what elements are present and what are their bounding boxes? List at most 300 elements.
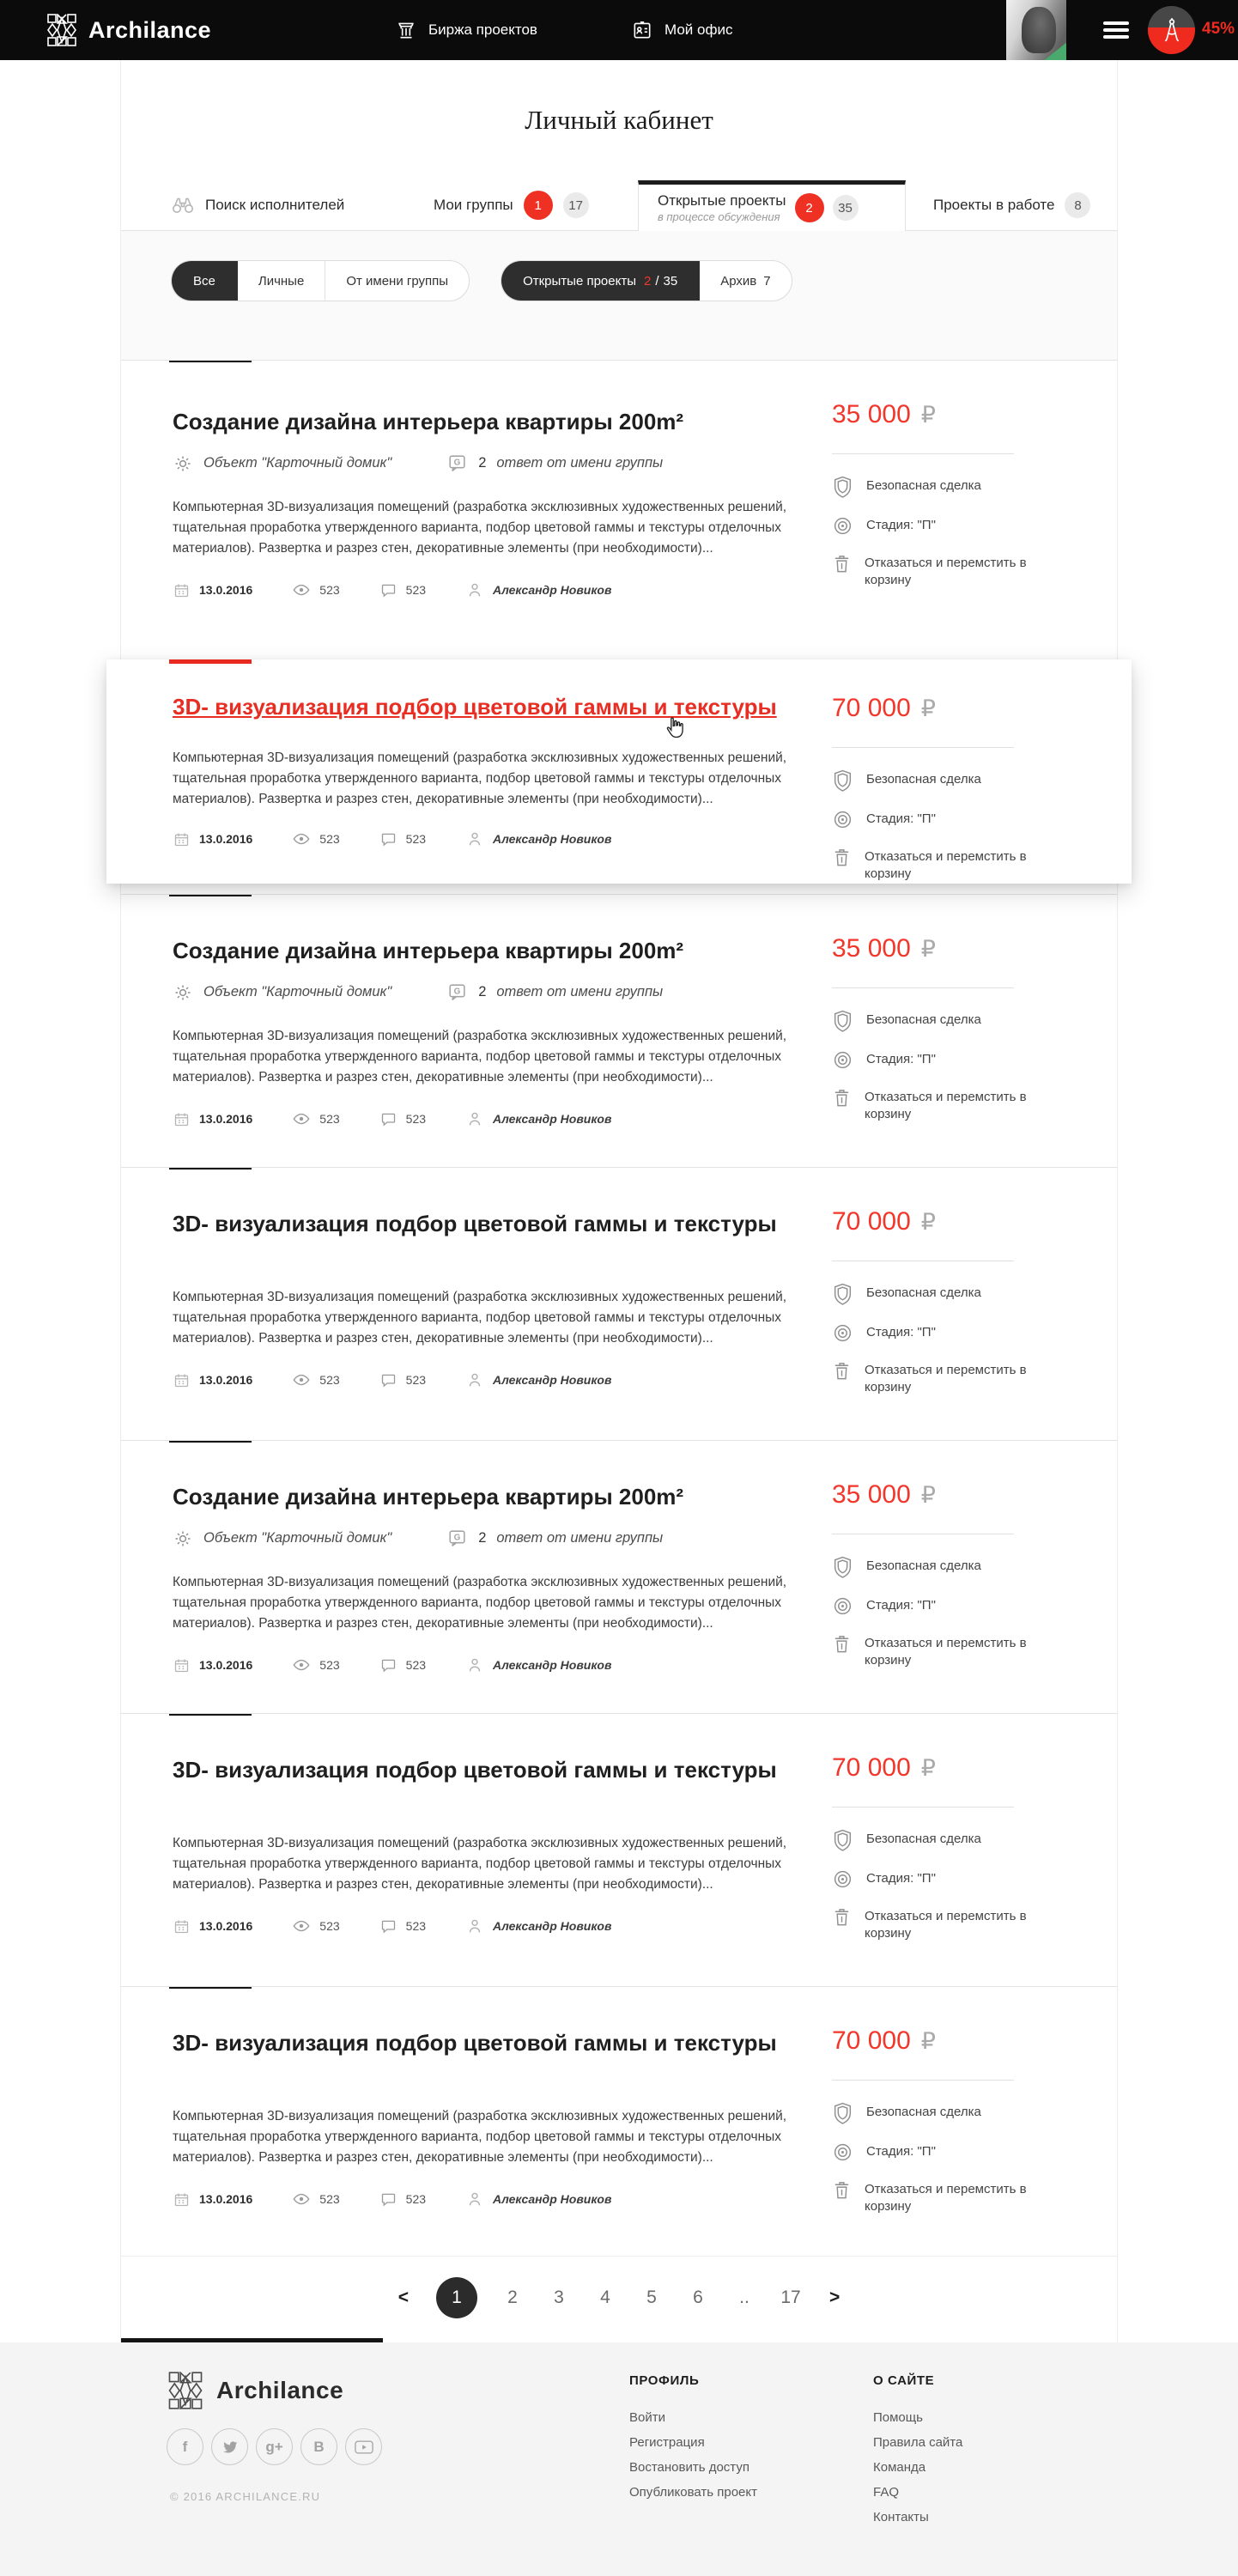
date-meta [173, 1110, 252, 1128]
nav-my-office[interactable] [631, 0, 732, 60]
discard-label: Отказаться и перемстить в корзину [865, 1090, 1027, 1122]
safe-deal-label: Безопасная сделка [866, 478, 981, 493]
card-side-panel [832, 1714, 1065, 1961]
filter-open-projects[interactable]: Открытые проекты 2 / 35 [501, 260, 700, 301]
page-5[interactable]: 5 [646, 2287, 657, 2307]
trash-icon [832, 555, 852, 574]
comments-count: 523 [405, 1112, 427, 1127]
filter-bar [121, 231, 1117, 360]
calendar-icon [173, 581, 191, 599]
tab-bar [121, 180, 1117, 231]
stage-label: Стадия: "П" [866, 1598, 936, 1613]
menu-icon[interactable] [1103, 21, 1129, 39]
comment-icon [379, 1371, 397, 1389]
site-footer [0, 2342, 1238, 2576]
project-description: Компьютерная 3D-визуализация помещений (разработка эксклюзивных художественных решений, тщательная проработка утвержденного варианта, подбор цветовой гаммы и текстуры отделочных материалов). Развертка и разрез стен, декоративные элементы (при необходимости)... [173, 1029, 787, 1085]
project-card [121, 1167, 1117, 1440]
card-side-panel [832, 659, 1065, 902]
date-value: 13.0.2016 [199, 1373, 253, 1388]
tab-projects-in-work[interactable] [933, 180, 1090, 230]
stage-label: Стадия: "П" [866, 1871, 936, 1886]
project-card [121, 1440, 1117, 1713]
person-icon [465, 1656, 484, 1674]
pagination-next-icon[interactable]: > [829, 2287, 841, 2307]
filter-archive[interactable]: Архив 7 [720, 273, 771, 289]
twitter-icon[interactable] [211, 2428, 248, 2465]
price-value: 70 000 [832, 694, 911, 722]
trash-icon [832, 1362, 852, 1382]
footer-link[interactable]: Войти [629, 2410, 665, 2425]
project-list [121, 360, 1117, 2256]
nav-project-exchange[interactable] [395, 0, 537, 60]
eye-icon [292, 1109, 311, 1128]
project-card [121, 894, 1117, 1167]
cursor-pointer-icon [665, 716, 685, 740]
replies-label: ответ от имени группы [496, 984, 664, 999]
tab-label: Открытые проекты [658, 192, 786, 210]
project-price [832, 1207, 1065, 1236]
tab-search-performers[interactable] [171, 180, 379, 230]
date-meta [173, 830, 252, 848]
calendar-icon [173, 1371, 191, 1389]
footer-brand[interactable] [168, 2372, 343, 2409]
svg-text:G: G [453, 987, 461, 997]
open-count: 2 [643, 273, 652, 289]
ruble-sign: ₽ [920, 1755, 936, 1781]
author-name: Александр Новиков [493, 1919, 612, 1934]
author-meta[interactable] [465, 1656, 611, 1674]
side-divider [832, 2080, 1014, 2081]
price-value: 35 000 [832, 934, 911, 963]
author-meta[interactable] [465, 1109, 611, 1128]
footer-link[interactable]: Регистрация [629, 2435, 705, 2450]
safe-deal-item[interactable] [832, 1012, 1031, 1033]
shield-icon [832, 1285, 853, 1306]
card-footer-meta [173, 1370, 832, 1389]
comments-meta [379, 2190, 426, 2208]
card-meta-row [173, 1528, 832, 1549]
side-divider [832, 453, 1014, 454]
tab-badge-new: 2 [795, 193, 824, 222]
stage-item[interactable] [832, 1324, 1031, 1344]
calendar-icon [173, 1917, 191, 1935]
tab-label: Мои группы [434, 197, 513, 213]
pagination [121, 2256, 1117, 2338]
replies-count: 2 [478, 984, 487, 999]
object-label: Объект "Карточный домик" [203, 1530, 392, 1546]
stage-target-icon [832, 1870, 853, 1890]
project-title[interactable]: Создание дизайна интерьера квартиры 200m² [173, 938, 684, 963]
discard-item[interactable] [832, 2181, 1031, 2216]
facebook-icon[interactable]: f [167, 2428, 203, 2465]
shield-icon [832, 2104, 853, 2125]
footer-link[interactable]: Опубликовать проект [629, 2485, 757, 2500]
stage-label: Стадия: "П" [866, 1052, 936, 1066]
ruble-sign: ₽ [920, 402, 936, 428]
footer-link[interactable]: Команда [873, 2460, 926, 2475]
discard-item[interactable] [832, 555, 1031, 590]
filter-all[interactable]: Все [171, 260, 238, 301]
author-name: Александр Новиков [493, 583, 612, 598]
page-6[interactable]: 6 [693, 2287, 703, 2307]
side-divider [832, 987, 1014, 988]
side-divider [832, 747, 1014, 748]
eye-icon [292, 1917, 311, 1935]
profile-progress-percent: 45% [1202, 20, 1235, 38]
views-meta [292, 829, 339, 848]
calendar-icon [173, 2190, 191, 2208]
views-meta [292, 2190, 339, 2208]
comment-icon [379, 1917, 397, 1935]
discard-item[interactable] [832, 1908, 1031, 1943]
replies-label: ответ от имени группы [496, 1530, 664, 1546]
project-description: Компьютерная 3D-визуализация помещений (разработка эксклюзивных художественных решений, тщательная проработка утвержденного варианта, подбор цветовой гаммы и текстуры отделочных материалов). Развертка и разрез стен, декоративные элементы (при необходимости)... [173, 1290, 787, 1346]
shield-icon [832, 1012, 853, 1033]
filter-on-behalf-of-group[interactable]: От имени группы [346, 273, 449, 289]
object-meta[interactable] [173, 1528, 391, 1549]
discard-item[interactable] [832, 1635, 1031, 1670]
card-side-panel [832, 1987, 1065, 2234]
stage-label: Стадия: "П" [866, 2144, 936, 2159]
card-meta-row [173, 981, 832, 1003]
comments-meta [379, 1656, 426, 1674]
stage-item[interactable] [832, 517, 1031, 537]
safe-deal-item[interactable] [832, 1285, 1031, 1306]
tab-badge-total: 17 [563, 192, 589, 218]
price-value: 70 000 [832, 2026, 911, 2055]
replies-label: ответ от имени группы [496, 455, 664, 471]
card-footer-meta [173, 580, 832, 599]
open-total: 35 [663, 273, 678, 289]
youtube-icon[interactable] [345, 2428, 382, 2465]
page-17[interactable]: 17 [780, 2287, 801, 2307]
footer-column-heading: О САЙТЕ [873, 2373, 935, 2388]
group-reply-bubble-icon [446, 981, 468, 1003]
footer-link[interactable]: Правила сайта [873, 2435, 963, 2450]
group-reply-bubble-icon [446, 453, 468, 474]
stage-target-icon [832, 2143, 853, 2163]
project-price [832, 694, 1065, 723]
stage-target-icon [832, 1597, 853, 1617]
discard-label: Отказаться и перемстить в корзину [865, 1636, 1027, 1668]
project-description: Компьютерная 3D-визуализация помещений (разработка эксклюзивных художественных решений, тщательная проработка утвержденного варианта, подбор цветовой гаммы и текстуры отделочных материалов). Развертка и разрез стен, декоративные элементы (при необходимости)... [173, 1836, 787, 1893]
copyright: © 2016 ARCHILANCE.RU [170, 2490, 321, 2503]
ruble-sign: ₽ [920, 696, 936, 721]
author-name: Александр Новиков [493, 1112, 612, 1127]
tab-subtitle: в процессе обсуждения [658, 210, 780, 223]
footer-link[interactable]: Востановить доступ [629, 2460, 749, 2475]
footer-link[interactable]: Контакты [873, 2510, 929, 2524]
filter-group-status [501, 260, 792, 301]
tab-badge-new: 1 [524, 191, 553, 220]
top-header [0, 0, 1238, 60]
date-meta [173, 1371, 252, 1389]
project-card [121, 360, 1117, 649]
author-name: Александр Новиков [493, 832, 612, 847]
discard-label: Отказаться и перемстить в корзину [865, 2182, 1027, 2215]
discard-item[interactable] [832, 1089, 1031, 1124]
replies-count: 2 [478, 455, 487, 471]
gear-icon [173, 1528, 193, 1549]
comments-meta [379, 581, 426, 599]
project-description: Компьютерная 3D-визуализация помещений (разработка эксклюзивных художественных решений, тщательная проработка утвержденного варианта, подбор цветовой гаммы и текстуры отделочных материалов). Развертка и разрез стен, декоративные элементы (при необходимости)... [173, 1575, 787, 1631]
author-name: Александр Новиков [493, 1658, 612, 1673]
trash-icon [832, 1089, 852, 1109]
archive-count: 7 [763, 273, 771, 289]
price-value: 35 000 [832, 400, 911, 428]
discard-label: Отказаться и перемстить в корзину [865, 556, 1027, 588]
project-price [832, 934, 1065, 963]
calendar-icon [173, 1110, 191, 1128]
group-replies-meta[interactable] [446, 981, 663, 1003]
eye-icon [292, 1656, 311, 1674]
brand-logo[interactable] [47, 0, 211, 60]
date-value: 13.0.2016 [199, 2192, 253, 2207]
project-title[interactable]: 3D- визуализация подбор цветовой гаммы и текстуры [173, 2030, 777, 2056]
comments-count: 523 [405, 1373, 427, 1388]
ruble-sign: ₽ [920, 2028, 936, 2054]
vk-icon[interactable]: B [300, 2428, 337, 2465]
ruble-sign: ₽ [920, 936, 936, 962]
replies-count: 2 [478, 1530, 487, 1546]
stage-item[interactable] [832, 1597, 1031, 1617]
views-count: 523 [319, 1658, 340, 1673]
project-title[interactable]: Создание дизайна интерьера квартиры 200m² [173, 1484, 684, 1510]
stage-item[interactable] [832, 1051, 1031, 1071]
brand-name: Archilance [88, 16, 212, 43]
person-icon [465, 829, 484, 848]
footer-columns [629, 2373, 1040, 2535]
card-side-panel [832, 895, 1065, 1142]
card-footer-meta [173, 1656, 832, 1674]
google-plus-icon[interactable]: g+ [256, 2428, 293, 2465]
author-meta[interactable] [465, 2190, 611, 2208]
person-icon [465, 580, 484, 599]
card-footer-meta [173, 2190, 832, 2208]
views-meta [292, 1917, 339, 1935]
stage-item[interactable] [832, 2143, 1031, 2163]
safe-deal-item[interactable] [832, 771, 1031, 793]
stage-label: Стадия: "П" [866, 518, 936, 532]
author-meta[interactable] [465, 580, 611, 599]
date-value: 13.0.2016 [199, 1658, 253, 1673]
date-meta [173, 581, 252, 599]
trash-icon [832, 1635, 852, 1655]
person-icon [465, 1917, 484, 1935]
group-replies-meta[interactable] [446, 1528, 663, 1549]
tab-label: Проекты в работе [933, 197, 1055, 213]
safe-deal-item[interactable] [832, 2104, 1031, 2125]
stage-target-icon [832, 517, 853, 537]
safe-deal-label: Безопасная сделка [866, 2105, 981, 2119]
views-count: 523 [319, 1112, 340, 1127]
shield-icon [832, 771, 853, 793]
project-description: Компьютерная 3D-визуализация помещений (разработка эксклюзивных художественных решений, тщательная проработка утвержденного варианта, подбор цветовой гаммы и текстуры отделочных материалов). Развертка и разрез стен, декоративные элементы (при необходимости)... [173, 500, 787, 556]
comments-meta [379, 1371, 426, 1389]
stage-label: Стадия: "П" [866, 811, 936, 826]
comments-meta [379, 1110, 426, 1128]
svg-text:G: G [453, 458, 461, 468]
gear-icon [173, 453, 193, 474]
archilance-logo-icon [168, 2372, 203, 2409]
discard-label: Отказаться и перемстить в корзину [865, 849, 1027, 882]
card-footer-meta [173, 1917, 832, 1935]
stage-label: Стадия: "П" [866, 1325, 936, 1340]
safe-deal-item[interactable] [832, 1558, 1031, 1579]
project-price [832, 1480, 1065, 1510]
ruble-sign: ₽ [920, 1209, 936, 1235]
author-name: Александр Новиков [493, 1373, 612, 1388]
page-1[interactable]: 1 [436, 2277, 477, 2318]
page-2[interactable]: 2 [507, 2287, 518, 2307]
discard-item[interactable] [832, 848, 1031, 884]
stage-item[interactable] [832, 1870, 1031, 1890]
stage-item[interactable] [832, 811, 1031, 830]
page-3[interactable]: 3 [554, 2287, 564, 2307]
price-value: 70 000 [832, 1207, 911, 1236]
author-name: Александр Новиков [493, 2192, 612, 2207]
project-price [832, 2026, 1065, 2056]
safe-deal-item[interactable] [832, 1831, 1031, 1852]
person-icon [465, 2190, 484, 2208]
card-side-panel [832, 1441, 1065, 1688]
comment-icon [379, 1110, 397, 1128]
date-value: 13.0.2016 [199, 1112, 253, 1127]
safe-deal-item[interactable] [832, 477, 1031, 499]
object-meta[interactable] [173, 453, 391, 474]
views-count: 523 [319, 1373, 340, 1388]
price-value: 70 000 [832, 1753, 911, 1782]
ruble-sign: ₽ [920, 1482, 936, 1508]
views-count: 523 [319, 2192, 340, 2207]
comments-count: 523 [405, 832, 427, 847]
object-meta[interactable] [173, 982, 391, 1003]
project-card [106, 659, 1132, 884]
id-card-icon [631, 19, 653, 41]
trash-icon [832, 1908, 852, 1928]
project-card [121, 1986, 1117, 2256]
person-icon [465, 1370, 484, 1389]
trash-icon [832, 848, 852, 868]
comment-icon [379, 2190, 397, 2208]
safe-deal-label: Безопасная сделка [866, 1558, 981, 1573]
comments-meta [379, 1917, 426, 1935]
tab-label: Поиск исполнителей [205, 197, 345, 213]
comments-count: 523 [405, 1658, 427, 1673]
card-footer-meta [173, 1109, 832, 1128]
page-4[interactable]: 4 [600, 2287, 610, 2307]
date-meta [173, 2190, 252, 2208]
stage-target-icon [832, 1051, 853, 1071]
tab-my-groups[interactable] [434, 180, 628, 230]
tab-badge-total: 8 [1065, 192, 1090, 218]
binoculars-icon [171, 194, 195, 216]
comments-count: 523 [405, 583, 427, 598]
main-content [120, 60, 1118, 2342]
card-side-panel [832, 361, 1065, 608]
footer-column [629, 2373, 796, 2535]
footer-link[interactable]: Помощь [873, 2410, 923, 2425]
svg-text:G: G [453, 1533, 461, 1543]
project-title[interactable]: 3D- визуализация подбор цветовой гаммы и текстуры [173, 1757, 777, 1783]
filter-personal[interactable]: Личные [238, 261, 325, 301]
author-meta[interactable] [465, 1917, 611, 1935]
date-value: 13.0.2016 [199, 832, 253, 847]
footer-column-heading: ПРОФИЛЬ [629, 2373, 700, 2388]
eye-icon [292, 1370, 311, 1389]
price-value: 35 000 [832, 1480, 911, 1509]
comment-icon [379, 1656, 397, 1674]
date-value: 13.0.2016 [199, 1919, 253, 1934]
page-title: Личный кабинет [525, 105, 713, 135]
person-icon [465, 1109, 484, 1128]
project-description: Компьютерная 3D-визуализация помещений (разработка эксклюзивных художественных решений, тщательная проработка утвержденного варианта, подбор цветовой гаммы и текстуры отделочных материалов). Развертка и разрез стен, декоративные элементы (при необходимости)... [173, 2109, 787, 2166]
views-count: 523 [319, 832, 340, 847]
comments-meta [379, 830, 426, 848]
discard-label: Отказаться и перемстить в корзину [865, 1909, 1027, 1941]
page-..[interactable]: .. [739, 2287, 749, 2307]
safe-deal-label: Безопасная сделка [866, 1285, 981, 1300]
project-card [121, 1713, 1117, 1986]
views-count: 523 [319, 583, 340, 598]
views-meta [292, 580, 339, 599]
gear-icon [173, 982, 193, 1003]
project-price [832, 1753, 1065, 1783]
safe-deal-label: Безопасная сделка [866, 772, 981, 787]
discard-label: Отказаться и перемстить в корзину [865, 1363, 1027, 1395]
tab-badge-total: 35 [833, 195, 859, 221]
object-label: Объект "Карточный домик" [203, 984, 392, 999]
user-avatar[interactable] [1006, 0, 1066, 60]
eye-icon [292, 2190, 311, 2208]
views-meta [292, 1370, 339, 1389]
date-meta [173, 1656, 252, 1674]
views-meta [292, 1656, 339, 1674]
eye-icon [292, 829, 311, 848]
shield-icon [832, 477, 853, 499]
author-meta[interactable] [465, 1370, 611, 1389]
shield-icon [832, 1558, 853, 1579]
comment-icon [379, 581, 397, 599]
tab-open-projects[interactable] [638, 180, 906, 231]
pagination-prev-icon[interactable]: < [397, 2287, 409, 2307]
group-reply-bubble-icon [446, 1528, 468, 1549]
shield-icon [832, 1831, 853, 1852]
footer-column [873, 2373, 1040, 2535]
card-footer-meta [173, 829, 832, 848]
profile-progress-badge[interactable] [1148, 6, 1195, 54]
project-title[interactable]: Создание дизайна интерьера квартиры 200m² [173, 409, 684, 434]
date-value: 13.0.2016 [199, 583, 253, 598]
footer-link[interactable]: FAQ [873, 2485, 900, 2500]
calendar-icon [173, 830, 191, 848]
project-title[interactable]: 3D- визуализация подбор цветовой гаммы и текстуры [173, 694, 777, 720]
footer-brand-name: Archilance [216, 2377, 344, 2403]
card-side-panel [832, 1168, 1065, 1415]
group-replies-meta[interactable] [446, 453, 663, 474]
archilance-logo-icon [47, 14, 76, 46]
discard-item[interactable] [832, 1362, 1031, 1397]
nav-label: Биржа проектов [428, 21, 537, 38]
filter-group-ownership [171, 260, 470, 301]
calendar-icon [173, 1656, 191, 1674]
safe-deal-label: Безопасная сделка [866, 1832, 981, 1846]
author-meta[interactable] [465, 829, 611, 848]
project-title[interactable]: 3D- визуализация подбор цветовой гаммы и текстуры [173, 1211, 777, 1236]
date-meta [173, 1917, 252, 1935]
nav-label: Мой офис [665, 21, 733, 38]
views-meta [292, 1109, 339, 1128]
